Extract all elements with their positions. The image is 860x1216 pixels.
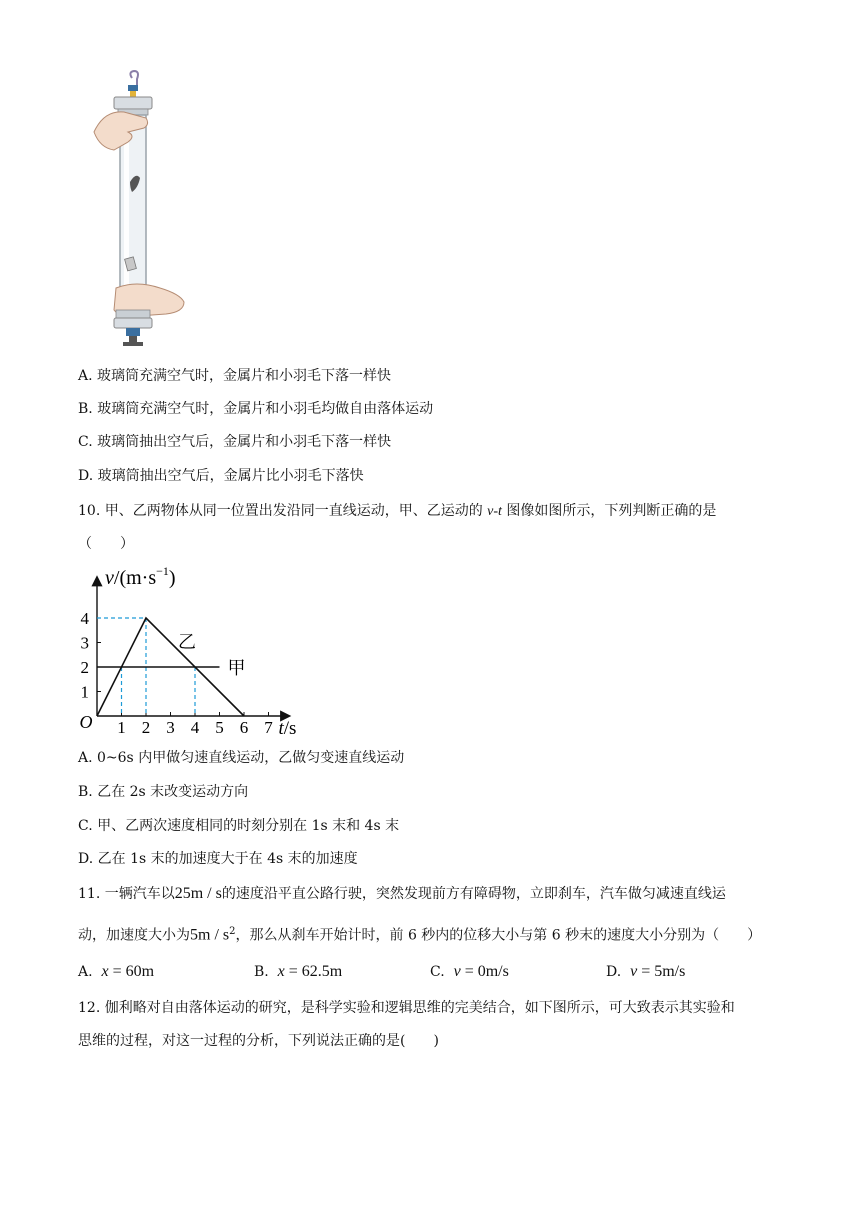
q11-option-c: C. v = 0m/s — [430, 963, 509, 980]
x-tick-label: 1 — [117, 718, 126, 737]
series-label-jia: 甲 — [227, 658, 246, 678]
y-tick-label: 4 — [80, 609, 89, 628]
q10-stem-bracket: （ ） — [78, 536, 134, 552]
q12-stem-line2: 思维的过程，对这一过程的分析，下列说法正确的是( ) — [78, 1033, 439, 1049]
x-axis-label: t/s — [278, 718, 297, 739]
x-tick-label: 2 — [141, 718, 151, 737]
q9-option-c: C. 玻璃筒抽出空气后，金属片和小羽毛下落一样快 — [78, 434, 392, 450]
y-axis-label: $v/(m\cdot s^{-1})$ — [105, 564, 176, 589]
q11-option-a: A. x = 60m — [78, 963, 155, 980]
q10-vt-symbol: v-t — [487, 504, 502, 519]
series-label-yi: 乙 — [178, 632, 196, 652]
q11-stem-line2: 动，加速度大小为$5m / s^2$，那么从刹车开始计时，前 6 秒内的位移大小与第 6 秒末的速度大小分别为（ ） — [78, 926, 762, 944]
q10-option-c: C. 甲、乙两次速度相同的时刻分别在 1s 末和 4s 末 — [78, 818, 400, 834]
x-tick-label: 3 — [166, 718, 175, 737]
q10-option-d: D. 乙在 1s 末的加速度大于在 4s 末的加速度 — [78, 851, 358, 867]
newton-tube-illustration — [92, 70, 202, 352]
x-tick-label: 7 — [264, 718, 273, 737]
y-tick-label: 3 — [80, 633, 89, 653]
q11-accel: 5m / s — [190, 926, 230, 944]
q11-speed: 25m / s — [174, 885, 222, 902]
q9-option-a: A. 玻璃筒充满空气时，金属片和小羽毛下落一样快 — [78, 368, 392, 384]
vt-chart — [70, 560, 320, 740]
q9-option-b: B. 玻璃筒充满空气时，金属片和小羽毛均做自由落体运动 — [78, 401, 434, 417]
q10-stem: 10. 甲、乙两物体从同一位置出发沿同一直线运动，甲、乙运动的 v-t 图像如图所示，下列判断正确的是 — [78, 503, 717, 519]
q11-option-b: B. x = 62.5m — [254, 963, 343, 980]
q10-option-b: B. 乙在 2s 末改变运动方向 — [78, 784, 249, 800]
q9-option-d: D. 玻璃筒抽出空气后，金属片比小羽毛下落快 — [78, 468, 364, 484]
x-tick-label: 6 — [239, 718, 249, 737]
y-tick-label: 1 — [80, 682, 89, 702]
y-tick-label: 2 — [80, 658, 89, 677]
q11-stem-line1: 11. 一辆汽车以25m / s的速度沿平直公路行驶，突然发现前方有障碍物，立即刹车，汽车做匀减速直线运 — [78, 885, 726, 902]
q10-option-a: A. 0~6s 内甲做匀速直线运动，乙做匀变速直线运动 — [78, 750, 405, 766]
origin-label: O — [79, 712, 93, 732]
q12-stem-line1: 12. 伽利略对自由落体运动的研究，是科学实验和逻辑思维的完美结合，如下图所示，可大致表示其实验和 — [78, 1000, 735, 1016]
x-tick-label: 5 — [215, 718, 224, 737]
x-tick-label: 4 — [190, 718, 200, 737]
q11-option-d: D. v = 5m/s — [606, 963, 686, 980]
